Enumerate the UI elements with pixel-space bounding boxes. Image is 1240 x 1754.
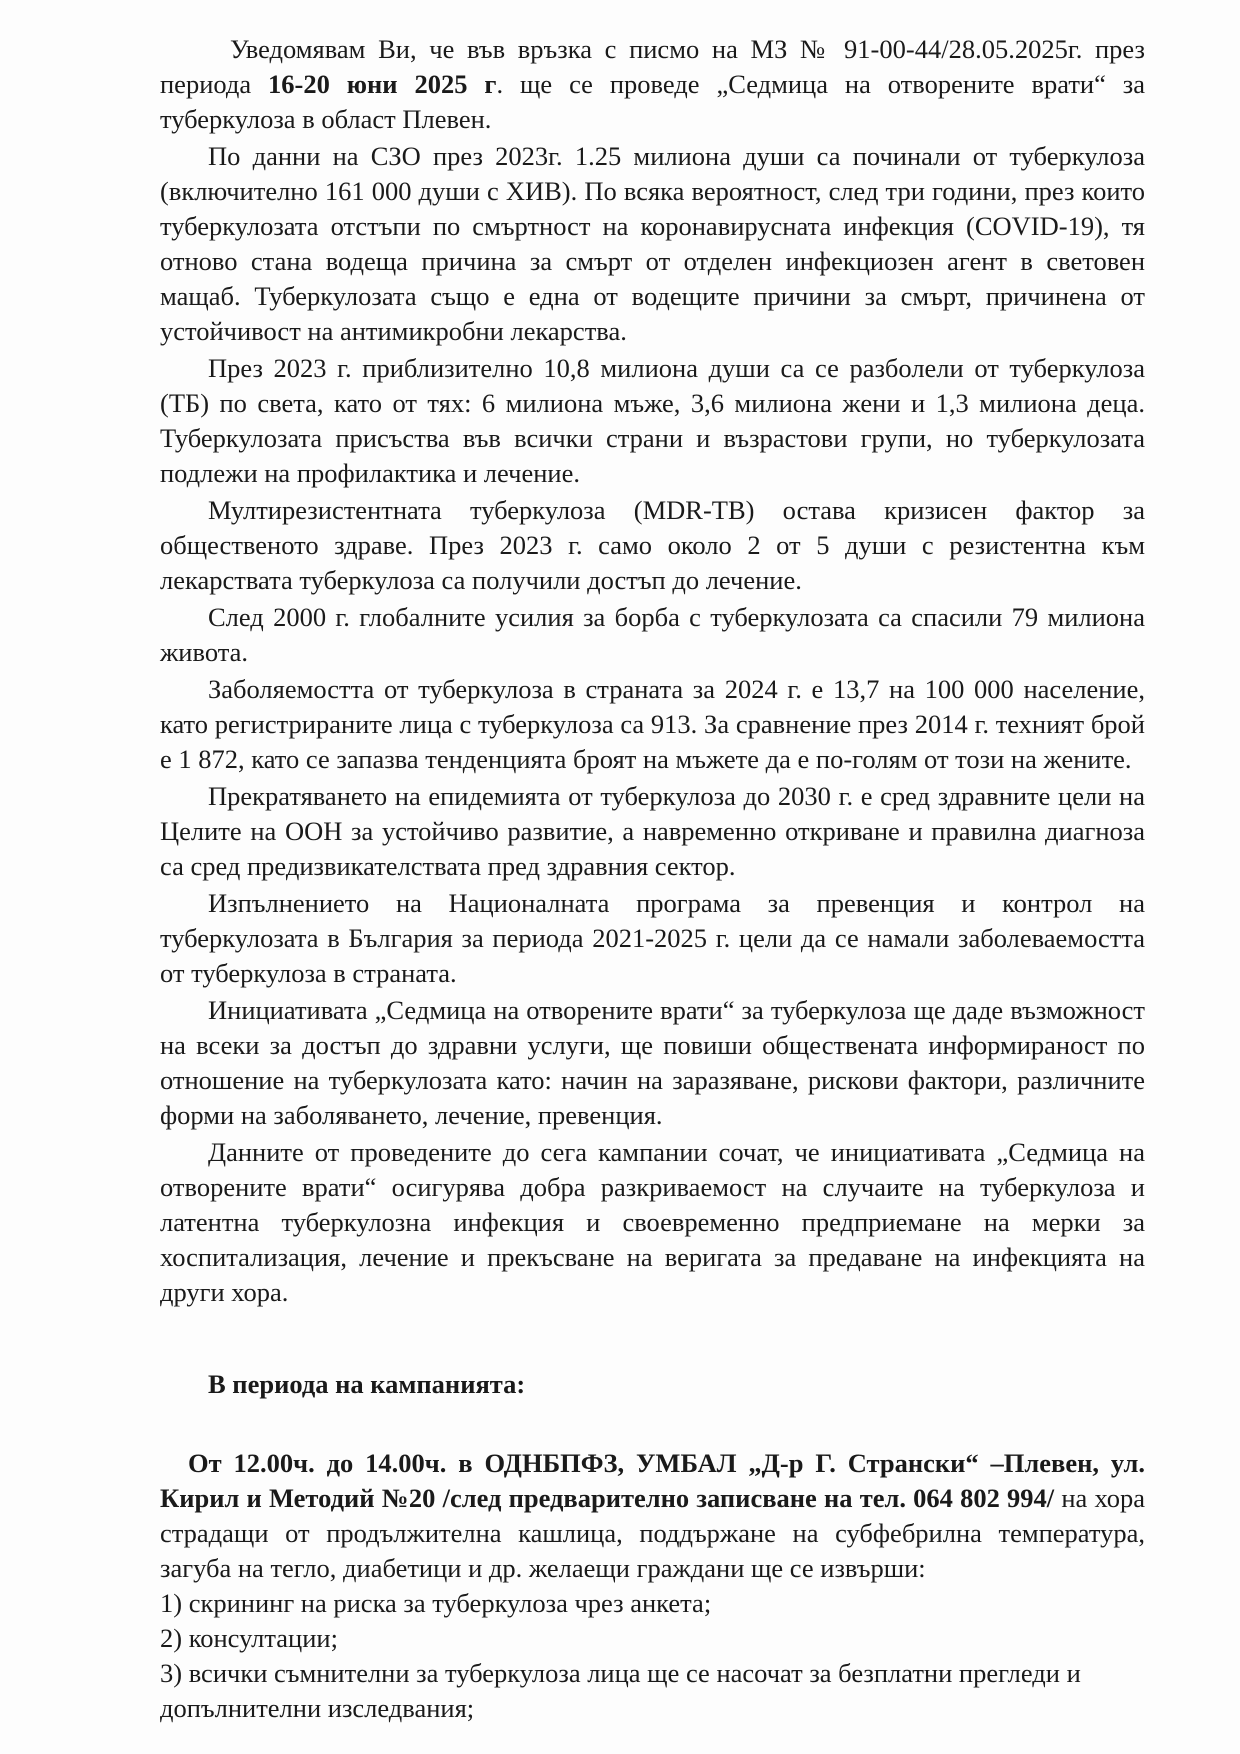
paragraph-text: По данни на СЗО през 2023г. 1.25 милиона души са починали от туберкулоза (включително 161 000 души с ХИВ). По всяка вероятност, след три години, през които туберкулозата отстъпи по смъртност на коронавирусната инфекция (COVID-19), тя отново стана водеща причина за смърт от отделен инфекциозен агент в световен мащаб. Туберкулозата също е една от водещите причини за смърт, причинена от устойчивост на антимикробни лекарства.: [160, 141, 1145, 346]
body-paragraph: [160, 139, 1145, 349]
paragraph-text: След 2000 г. глобалните усилия за борба с туберкулозата са спасили 79 милиона живота.: [160, 602, 1145, 667]
body-paragraph: [160, 1135, 1145, 1310]
campaign-activity-item: 1) скрининг на риска за туберкулоза чрез анкета;: [160, 1588, 712, 1618]
campaign-activity-item: 3) всички съмнителни за туберкулоза лица ще се насочат за безплатни прегледи и допълнителни изследвания;: [160, 1658, 1081, 1723]
paragraphs-container: [160, 32, 1145, 1310]
section-gap: [160, 1312, 1145, 1367]
campaign-intro: [160, 1446, 1145, 1586]
campaign-intro-rest: на хора страдащи от продължителна кашлица, поддържане на субфебрилна температура, загуба на тегло, диабетици и др. желаещи граждани ще се извърши:: [160, 1483, 1145, 1583]
paragraph-text: Мултирезистентната туберкулоза (MDR-TB) остава кризисен фактор за общественото здраве. През 2023 г. само около 2 от 5 души с резистентна към лекарствата туберкулоза са получили достъп до лечение.: [160, 495, 1145, 595]
paragraph-text: Прекратяването на епидемията от туберкулоза до 2030 г. е сред здравните цели на Целите на ООН за устойчиво развитие, а навременно откриване и правилна диагноза са сред предизвикателствата пред здравния сектор.: [160, 781, 1145, 881]
body-paragraph: [160, 351, 1145, 491]
paragraph-text: . ще се проведе „Седмица на отворените врати“ за туберкулоза в област Плевен.: [160, 69, 1145, 134]
campaign-activities-list: [160, 1586, 1145, 1726]
body-paragraph: [160, 32, 1145, 137]
campaign-heading: В периода на кампанията:: [208, 1369, 526, 1399]
paragraph-text: Данните от проведените до сега кампании сочат, че инициативата „Седмица на отворените врати“ осигурява добра разкриваемост на случаите на туберкулоза и латентна туберкулозна инфекция и своевременно предприемане на мерки за хоспитализация, лечение и прекъсване на веригата за предаване на инфекцията на други хора.: [160, 1137, 1145, 1307]
body-paragraph: [160, 886, 1145, 991]
paragraph-text: Заболяемостта от туберкулоза в страната за 2024 г. е 13,7 на 100 000 население, като регистрираните лица с туберкулоза са 913. За сравнение през 2014 г. техният брой е 1 872, като се запазва тенденцията броят на мъжете да е по-голям от този на жените.: [160, 674, 1145, 774]
document-body: [160, 32, 1145, 1726]
body-paragraph: [160, 779, 1145, 884]
paragraph-text: Изпълнението на Националната програма за превенция и контрол на туберкулозата в България за периода 2021-2025 г. цели да се намали заболеваемостта от туберкулоза в страната.: [160, 888, 1145, 988]
body-paragraph: [160, 600, 1145, 670]
body-paragraph: [160, 493, 1145, 598]
body-paragraph: [160, 672, 1145, 777]
campaign-intro-bold: От 12.00ч. до 14.00ч. в ОДНБПФЗ, УМБАЛ „Д-р Г. Странски“ –Плевен, ул. Кирил и Методий №20 /след предварително записване на тел. 064 802 994/: [160, 1448, 1145, 1513]
body-paragraph: [160, 993, 1145, 1133]
paragraph-text: Инициативата „Седмица на отворените врати“ за туберкулоза ще даде възможност на всеки за достъп до здравни услуги, ще повиши обществената информираност по отношение на туберкулозата като: начин на заразяване, рискови фактори, различните форми на заболяването, лечение, превенция.: [160, 995, 1145, 1130]
campaign-activity-item: 2) консултации;: [160, 1623, 338, 1653]
section-gap: [160, 1402, 1145, 1446]
paragraph-text: През 2023 г. приблизително 10,8 милиона души са се разболели от туберкулоза (ТБ) по света, като от тях: 6 милиона мъже, 3,6 милиона жени и 1,3 милиона деца. Туберкулозата присъства във всички страни и възрастови групи, но туберкулозата подлежи на профилактика и лечение.: [160, 353, 1145, 488]
paragraph-text: Уведомявам Ви, че във връзка с писмо на МЗ № 91-00-44/28.05.2025г. през периода: [160, 34, 1145, 99]
paragraph-bold-text: 16-20 юни 2025 г: [268, 69, 497, 99]
